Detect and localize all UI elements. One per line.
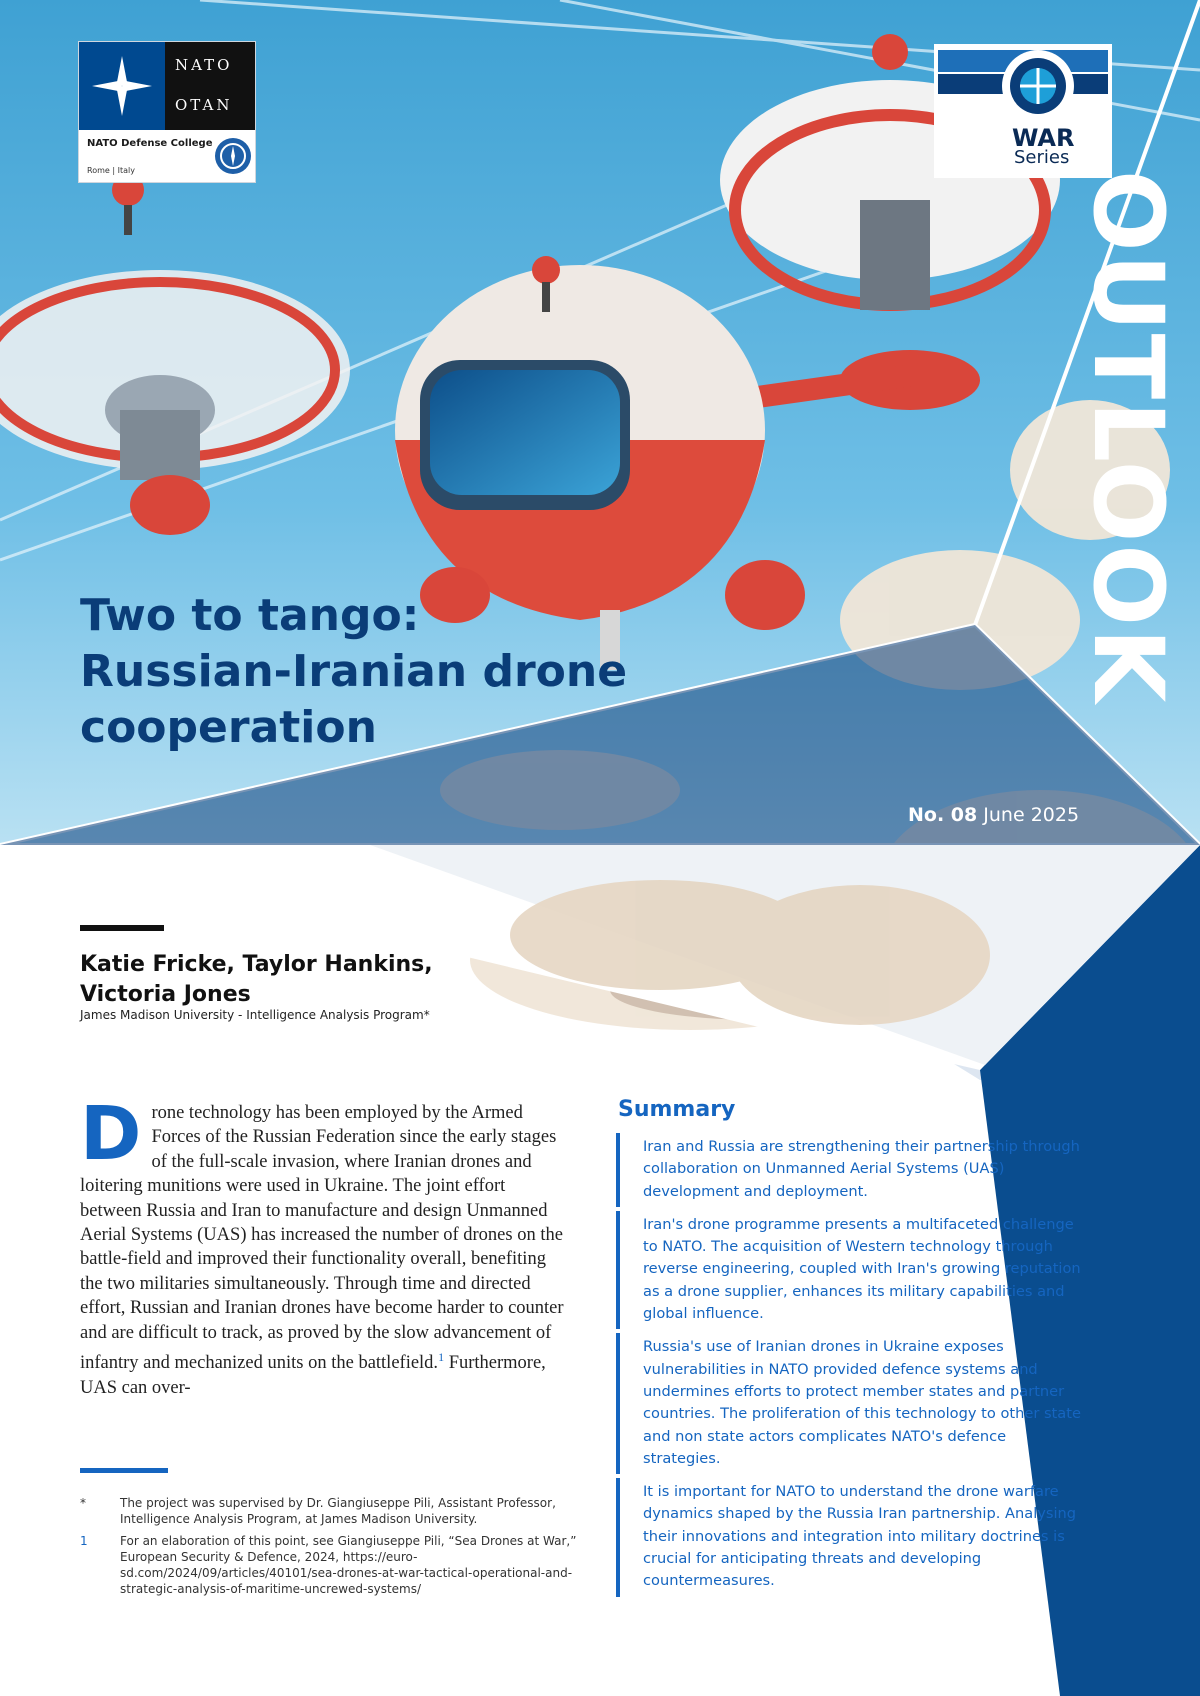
logo-line-1: NATO bbox=[175, 56, 233, 74]
document-title bbox=[80, 588, 800, 756]
issue-date: June 2025 bbox=[983, 804, 1080, 826]
drop-cap: D bbox=[80, 1091, 142, 1177]
series-title: WAR bbox=[1012, 124, 1075, 152]
footnote-text[interactable]: For an elaboration of this point, see Giangiuseppe Pili, “Sea Drones at War,” European Security & Defence, 2024, https://euro-sd.com/2024/09/articles/40101/sea-drones-at-war-tactical-operational-and-strategic-analysis-of-maritime-uncrewed-systems/ bbox=[120, 1534, 577, 1596]
body-text: rone technology has been employed by the Armed Forces of the Russian Federation since the early stages of the full-scale invasion, where Iranian drones and loitering munitions were used in Ukraine. The joint effort between Russia and Iran to manufacture and design Unmanned Aerial Systems (UAS) has increased the number of drones on the battle-field and improved their functionality overall, benefiting the two militaries simultaneously. Through time and directed effort, Russian and Iranian drones have become harder to counter and are difficult to track, as proved by the slow advancement of infantry and mechanized units on the battlefield. bbox=[80, 1103, 564, 1374]
summary-heading: Summary bbox=[618, 1097, 736, 1122]
authors-line-1: Katie Fricke, Taylor Hankins, bbox=[80, 952, 433, 977]
footnote-ref[interactable]: 1 bbox=[438, 1350, 445, 1365]
summary-list bbox=[616, 1133, 1086, 1601]
authors-line-2: Victoria Jones bbox=[80, 982, 251, 1007]
body-continuation: Furthermore, UAS can over- bbox=[80, 1353, 546, 1398]
nato-defense-college-logo bbox=[78, 41, 256, 183]
summary-item: It is important for NATO to understand the drone warfare dynamics shaped by the Russia Iran partnership. Analysing their innovations and integration into military doctrines is crucial for anticipating threats and developing countermeasures. bbox=[616, 1478, 1086, 1596]
footnotes bbox=[80, 1495, 580, 1603]
footnote bbox=[80, 1495, 580, 1527]
title-line-1: Two to tango: bbox=[80, 590, 420, 641]
body-paragraph bbox=[80, 1091, 566, 1400]
series-subtitle: Series bbox=[1014, 147, 1070, 168]
author-divider bbox=[80, 925, 164, 931]
issue-info bbox=[908, 804, 1079, 826]
issue-number: No. 08 bbox=[908, 804, 978, 826]
college-location: Rome | Italy bbox=[87, 166, 135, 175]
summary-item: Russia's use of Iranian drones in Ukraine exposes vulnerabilities in NATO provided defence systems and undermines efforts to protect member states and partner countries. The proliferation of this technology to other state and non state actors complicates NATO's defence strategies. bbox=[616, 1333, 1086, 1474]
author-affiliation: James Madison University - Intelligence Analysis Program* bbox=[80, 1008, 430, 1022]
footnote-text: The project was supervised by Dr. Giangiuseppe Pili, Assistant Professor, Intelligence Analysis Program, at James Madison University. bbox=[120, 1496, 556, 1526]
footnote bbox=[80, 1533, 580, 1597]
summary-item: Iran and Russia are strengthening their partnership through collaboration on Unmanned Aerial Systems (UAS) development and deployment. bbox=[616, 1133, 1086, 1207]
footnote-marker: * bbox=[80, 1496, 86, 1510]
nato-compass-icon bbox=[79, 42, 165, 130]
authors bbox=[80, 950, 580, 1010]
summary-item: Iran's drone programme presents a multifaceted challenge to NATO. The acquisition of Western technology through reverse engineering, coupled with Iran's growing reputation as a drone supplier, enhances its military capabilities and global influence. bbox=[616, 1211, 1086, 1329]
college-name: NATO Defense College bbox=[87, 138, 213, 149]
title-line-2: Russian-Iranian drone bbox=[80, 646, 628, 697]
logo-line-2: OTAN bbox=[175, 96, 233, 114]
college-seal-icon bbox=[213, 134, 253, 178]
footnote-marker: 1 bbox=[80, 1534, 88, 1548]
footnote-divider bbox=[80, 1468, 168, 1473]
outlook-vertical-label: OUTLOOK bbox=[1072, 170, 1184, 705]
title-line-3: cooperation bbox=[80, 702, 377, 753]
